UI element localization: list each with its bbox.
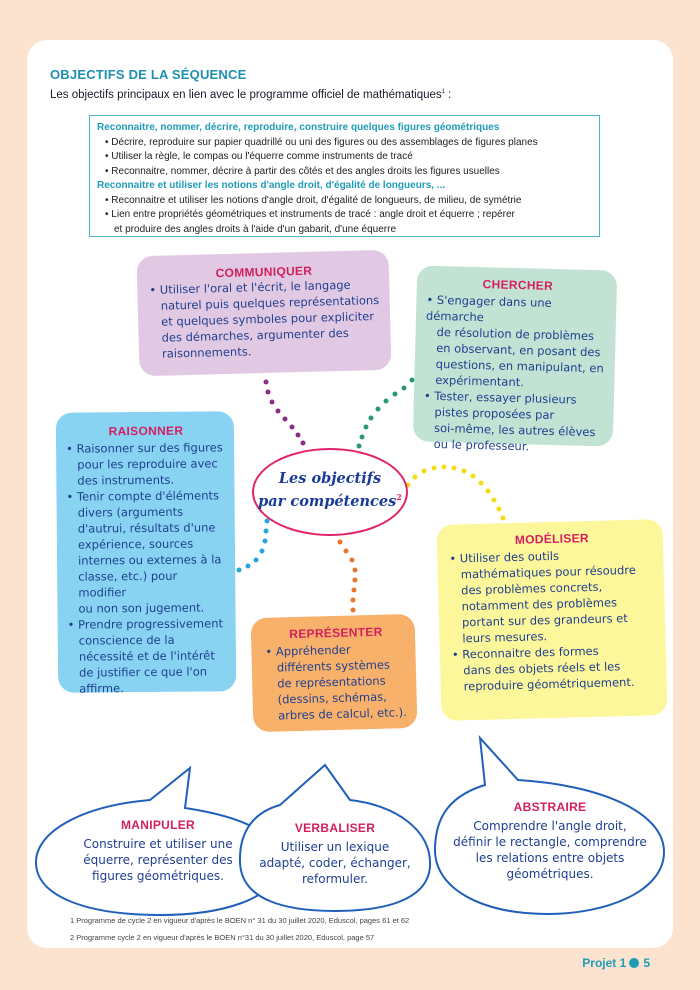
card-raisonner: [56, 411, 236, 696]
bubble-title: VERBALISER: [294, 821, 376, 835]
card-title: REPRÉSENTER: [289, 624, 383, 642]
bubble-abstraire: [438, 800, 662, 882]
section-title: OBJECTIFS DE LA SÉQUENCE: [50, 67, 247, 82]
program-heading-2: Reconnaitre et utiliser les notions d'angle droit, d'égalité de longueurs, ...: [97, 180, 446, 191]
bubble-text: Utiliser un lexique adapté, coder, échanger, reformuler.: [259, 840, 411, 886]
program-item: • Reconnaitre, nommer, décrire à partir des côtés et des angles droits les figures usuelles: [105, 165, 500, 177]
bubble-manipuler: [40, 818, 276, 884]
page-footer: [582, 956, 650, 970]
project-label: Projet 1: [582, 956, 627, 970]
program-item-continued: et produire des angles droits à l'aide d'un gabarit, d'une équerre: [114, 223, 397, 235]
page-number: 5: [643, 956, 650, 970]
section-subtitle: Les objectifs principaux en lien avec le programme officiel de mathématiques$^1$ :: [50, 89, 452, 101]
card-title: CHERCHER: [482, 277, 554, 293]
bubble-text: Comprendre l'angle droit, définir le rectangle, comprendre les relations entre objets géométriques.: [453, 819, 647, 881]
footnote-2: 2 Programme cycle 2 en vigueur d'après le BOEN n°31 du 30 juillet 2020, Eduscol, page 57: [70, 933, 375, 942]
bubble-text: Construire et utiliser une équerre, représenter des figures géométriques.: [83, 837, 233, 883]
bubble-title: MANIPULER: [120, 818, 196, 832]
program-item: • Lien entre propriétés géométriques et instruments de tracé : angle droit et équerre ; repérer: [105, 209, 515, 220]
card-text: • Utiliser des outils mathématiques pour résoudre des problèmes concrets, notamment des problèmes portant sur des grandeurs et leurs mesures. • Reconnaitre des formes dans des objets réels et les reproduire géométriquement.: [449, 548, 637, 694]
center-ellipse: [252, 448, 408, 536]
program-item: • Reconnaitre et utiliser les notions d'angle droit, d'égalité de longueurs, de milieu, de symétrie: [105, 194, 522, 206]
center-line-2: par compétences$^2$: [258, 492, 402, 510]
center-line-1: Les objectifs: [278, 470, 382, 487]
footnote-1: 1 Programme de cycle 2 en vigueur d'après le BOEN n° 31 du 30 juillet 2020, Eduscol, pages 61 et 62: [70, 916, 410, 925]
card-communiquer: [136, 250, 391, 377]
connector-communiquer: [264, 380, 306, 446]
bullet-icon: [629, 958, 639, 968]
card-text: • S'engager dans une démarche de résolution de problèmes en observant, en posant des questions, en manipulant, en expérimentant. • Tester, essayer plusieurs pistes proposées par soi-même, les autres élèves ou le professeur.: [423, 292, 604, 454]
bubble-verbaliser: [243, 821, 427, 887]
program-item: • Utiliser la règle, le compas ou l'équerre comme instruments de tracé: [105, 151, 413, 162]
card-title: RAISONNER: [108, 423, 184, 439]
card-representer: [251, 614, 418, 732]
card-text: • Appréhender différents systèmes de représentations (dessins, schémas, arbres de calcul, etc.).: [265, 642, 407, 723]
bubble-title: ABSTRAIRE: [513, 800, 587, 814]
connector-chercher: [357, 378, 415, 449]
connector-modeliser: [406, 465, 506, 521]
connector-representer: [338, 540, 358, 613]
card-text: • Raisonner sur des figures pour les reproduire avec des instruments. • Tenir compte d'éléments divers (arguments d'autrui, résultats d'une expérience, sources internes ou externes à la classe, etc.) pour modifier ou non son jugement. • Prendre progressivement conscience de la nécessité et de l'intérêt de justifier ce que l'on affirme.: [66, 440, 224, 696]
card-modeliser: [436, 519, 667, 721]
card-text: • Utiliser l'oral et l'écrit, le langage naturel puis quelques représentations et quelques symboles pour expliciter des démarches, argumenter des raisonnements.: [149, 277, 380, 361]
card-title: COMMUNIQUER: [215, 263, 313, 281]
program-item: • Décrire, reproduire sur papier quadrillé ou uni des figures ou des assemblages de figures planes: [105, 136, 538, 148]
card-chercher: [413, 265, 618, 454]
program-heading-1: Reconnaitre, nommer, décrire, reproduire, construire quelques figures géométriques: [97, 122, 500, 133]
card-title: MODÉLISER: [514, 531, 590, 547]
